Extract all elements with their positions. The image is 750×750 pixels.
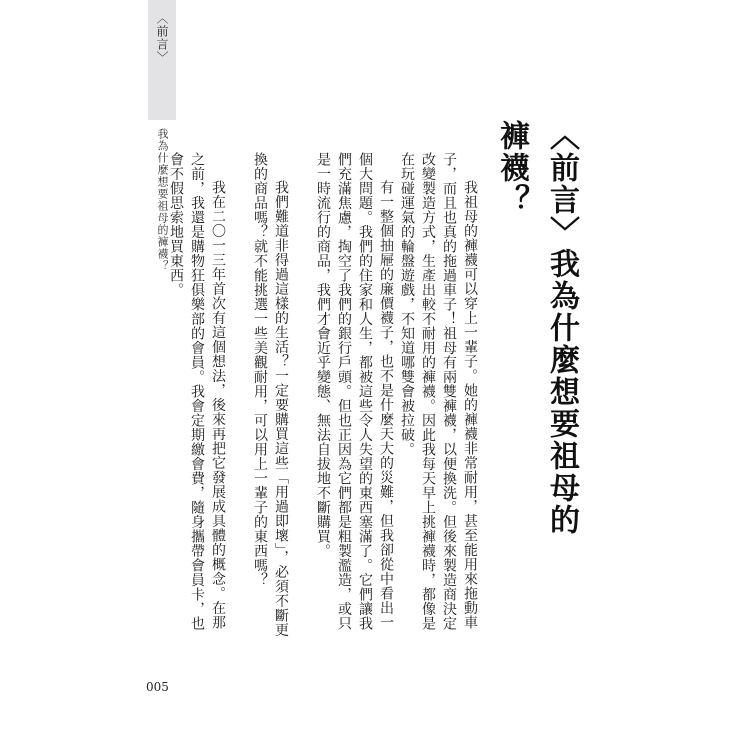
page-number: 005 <box>146 680 169 694</box>
paragraph-2: 有一整個抽屜的廉價襪子，也不是什麼天大的災難，但我卻從中看出一個大問題。我們的住家和人生，都被這些令人失望的東西塞滿了。它們讓我們充滿焦慮，掏空了我們的銀行戶頭。但也正因為它們都是粗製濫造，或只是一時流行的商品，我們才會近乎變態、無法自拔地不斷購買。 <box>315 152 394 631</box>
paragraph-4: 我在二〇一三年首次有這個想法，後來再把它發展成具體的概念。在那之前，我還是購物狂俱樂部的會員。我會定期繳會費，隨身攜帶會員卡，也會不假思索地買東西。 <box>168 152 226 631</box>
paragraph-3: 我們難道非得過這樣的生活？一定要購買這些「用過即壞」，必須不斷更換的商品嗎？就不能挑選一些美觀耐用，可以用上一輩子的東西嗎？ <box>252 152 289 637</box>
running-header-subtitle: 我為什麼想要祖母的褲襪？ <box>156 128 169 272</box>
body-text <box>168 152 480 642</box>
running-header-chapter: 〈前言〉 <box>155 12 169 64</box>
chapter-title: 〈前言〉我為什麼想要祖母的褲襪？ <box>494 120 579 536</box>
paragraph-1: 我祖母的褲襪可以穿上一輩子。她的褲襪非常耐用，甚至能用來拖動車子，而且也真的拖過車子！祖母有兩雙褲襪，以便換洗。但後來製造商決定改變製造方式，生產出較不耐用的褲襪。因此我每天早上挑褲襪時，都像是在玩碰運氣的輪盤遊戲，不知道哪雙會被拉破。 <box>399 152 478 631</box>
